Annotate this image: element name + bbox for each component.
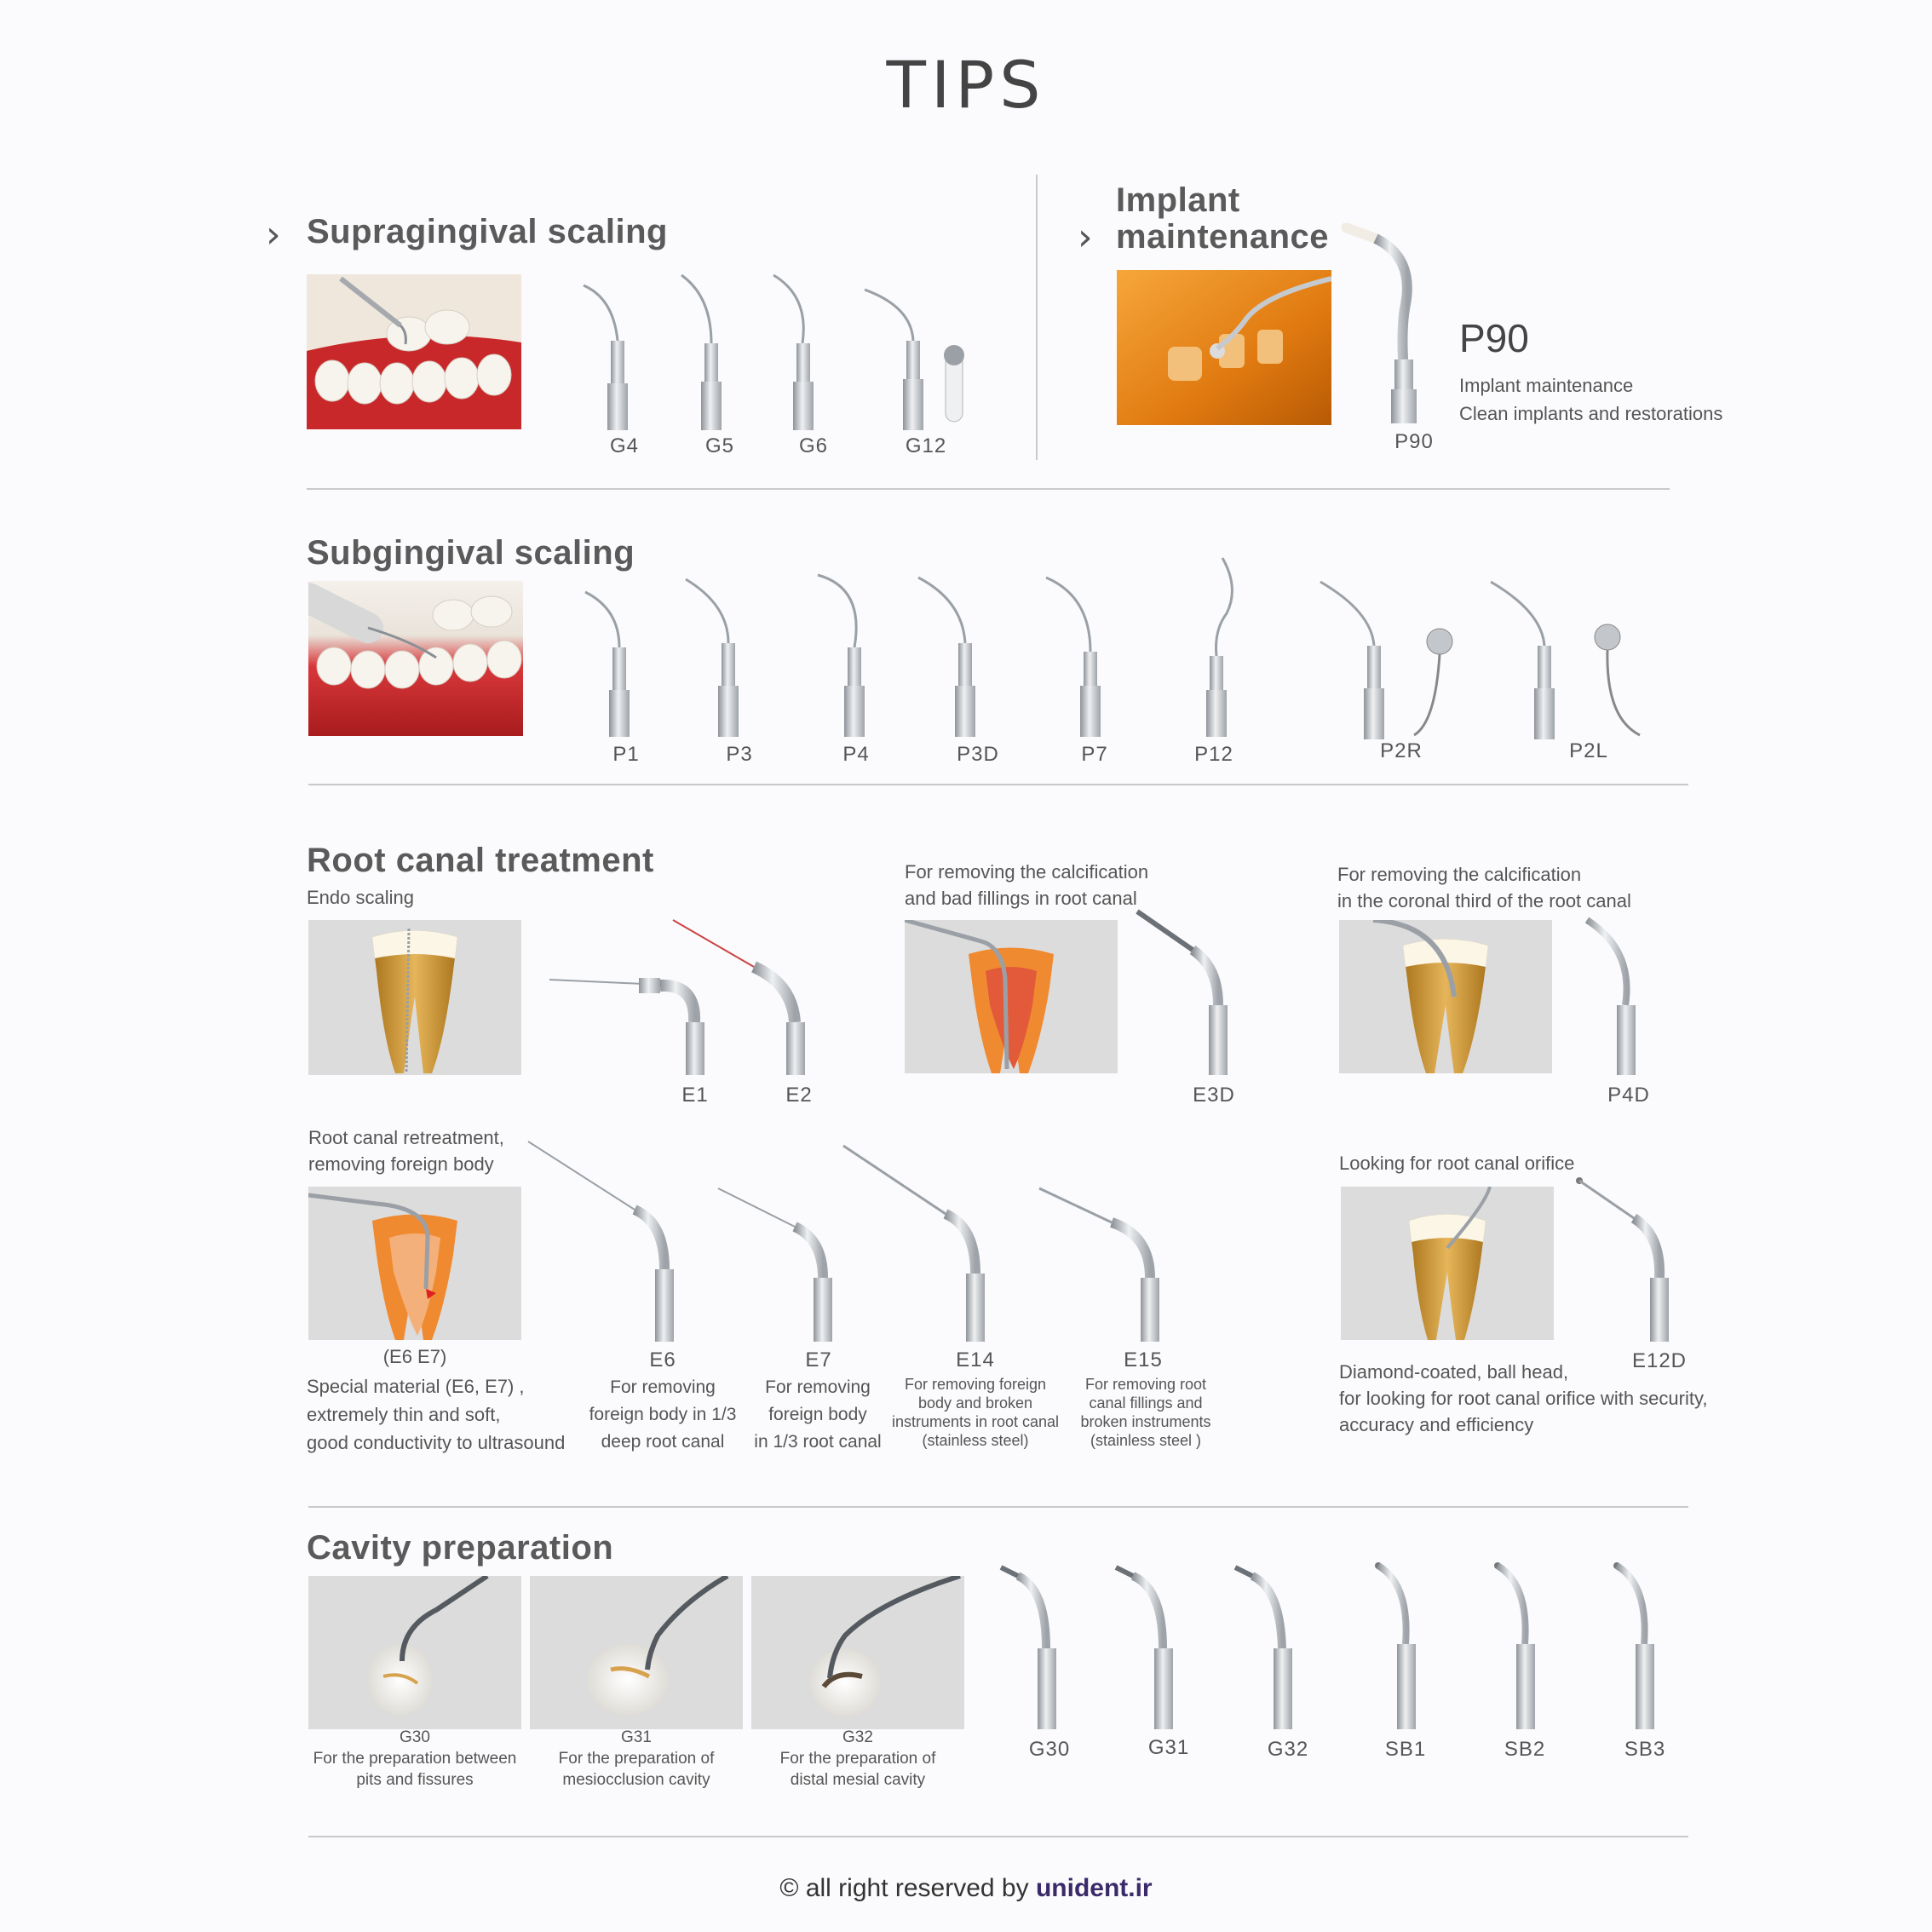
section-divider [1036, 175, 1038, 460]
tip-label-e3d: E3D [1193, 1084, 1235, 1107]
cavity-photo-desc-g31-line2: mesiocclusion cavity [562, 1771, 710, 1789]
tip-image-p4 [814, 571, 873, 737]
implant-heading-line2: maintenance [1116, 218, 1330, 256]
chevron-right-icon: › [1078, 216, 1093, 259]
tip-image-p2r [1316, 578, 1461, 739]
tip-image-p4d [1583, 916, 1651, 1075]
tip-label-e7: E7 [805, 1348, 832, 1371]
implant-desc-line1: Implant maintenance [1459, 375, 1634, 396]
tip-label-g5: G5 [704, 434, 734, 457]
implant-desc-line2: Clean implants and restorations [1459, 403, 1723, 424]
tip-image-p1 [581, 588, 641, 737]
tip-image-g5 [673, 271, 733, 430]
cavity-photo-desc-g31-line1: For the preparation of [558, 1750, 715, 1768]
e15-desc-line1: For removing root [1084, 1376, 1207, 1393]
tip-image-g30 [997, 1563, 1065, 1729]
tip-label-p4d: P4D [1607, 1084, 1650, 1107]
tip-label-sb1: SB1 [1384, 1738, 1427, 1761]
calcification-desc-line1: For removing the calcification [905, 861, 1149, 883]
retreatment-photo [308, 1187, 521, 1340]
cavity-photo-code-g32: G32 [842, 1728, 873, 1746]
e14-desc-line3: instruments in root canal [891, 1413, 1060, 1430]
tip-image-p2l [1486, 578, 1648, 739]
supragingival-heading: Supragingival scaling [307, 213, 668, 250]
section-divider [308, 1836, 1688, 1837]
tip-label-g32: G32 [1267, 1738, 1309, 1761]
e6-desc-line3: deep root canal [601, 1432, 725, 1452]
retreatment-label-line1: Root canal retreatment, [308, 1127, 504, 1148]
cavity-photo-desc-g32-line1: For the preparation of [779, 1750, 936, 1768]
page-title: TIPS [886, 47, 1046, 123]
retreatment-label-line2: removing foreign body [308, 1153, 494, 1175]
tip-image-p12 [1193, 554, 1252, 737]
tip-image-p90 [1342, 223, 1435, 423]
special-material-line2: extremely thin and soft, [307, 1404, 501, 1425]
orifice-desc-line1: Diamond-coated, ball head, [1339, 1361, 1569, 1383]
tip-image-e14 [839, 1141, 988, 1342]
tip-label-e6: E6 [649, 1348, 676, 1371]
tip-label-g4: G4 [609, 434, 639, 457]
orifice-photo [1341, 1187, 1554, 1340]
cavity-photo-desc-g30-line1: For the preparation between [313, 1750, 517, 1768]
tip-image-g12 [860, 285, 971, 430]
tip-label-p2l: P2L [1569, 739, 1608, 762]
cavity-photo-code-g30: G30 [400, 1728, 430, 1746]
footer [0, 1874, 1932, 1903]
implant-photo [1117, 270, 1331, 425]
section-divider [308, 1506, 1688, 1508]
tip-image-g32 [1231, 1563, 1299, 1729]
tip-label-e1: E1 [681, 1084, 709, 1107]
coronal-desc-line2: in the coronal third of the root canal [1337, 890, 1631, 911]
e14-desc-line1: For removing foreign [904, 1376, 1047, 1393]
e15-desc-line3: broken instruments [1080, 1413, 1211, 1430]
tip-label-p7: P7 [1081, 743, 1108, 766]
tip-image-sb2 [1491, 1559, 1559, 1729]
special-material-line1: Special material (E6, E7) , [307, 1376, 525, 1397]
tip-image-p3 [681, 575, 750, 737]
orifice-desc-line2: for looking for root canal orifice with security, [1339, 1388, 1708, 1409]
calcification-desc-line2: and bad fillings in root canal [905, 888, 1137, 909]
orifice-label: Looking for root canal orifice [1339, 1153, 1575, 1174]
tip-image-sb3 [1610, 1559, 1678, 1729]
tip-label-e14: E14 [956, 1348, 995, 1371]
tip-label-sb3: SB3 [1624, 1738, 1666, 1761]
supragingival-photo [307, 274, 521, 429]
special-material-line3: good conductivity to ultrasound [307, 1432, 566, 1453]
subgingival-heading: Subgingival scaling [307, 534, 635, 572]
root-canal-heading: Root canal treatment [307, 842, 654, 879]
section-divider [307, 488, 1670, 490]
cavity-photo-g32 [751, 1576, 964, 1729]
tip-image-e7 [714, 1184, 833, 1342]
coronal-desc-line1: For removing the calcification [1337, 864, 1582, 885]
e6e7-caption: (E6 E7) [382, 1346, 447, 1367]
cavity-photo-desc-g30-line2: pits and fissures [356, 1771, 474, 1789]
chevron-right-icon: › [266, 213, 281, 256]
tip-label-p2r: P2R [1380, 739, 1423, 762]
e14-desc-line4: (stainless steel) [922, 1432, 1029, 1449]
tip-label-sb2: SB2 [1504, 1738, 1546, 1761]
section-divider [308, 784, 1688, 785]
cavity-photo-code-g31: G31 [621, 1728, 652, 1746]
tip-image-g6 [767, 271, 826, 430]
e15-desc-line2: canal fillings and [1089, 1394, 1203, 1412]
tip-image-e12d [1574, 1176, 1676, 1342]
cavity-heading: Cavity preparation [307, 1529, 614, 1567]
tip-label-g6: G6 [798, 434, 828, 457]
calcification-photo [905, 920, 1118, 1073]
subgingival-photo [308, 581, 523, 736]
e6-desc-line2: foreign body in 1/3 [589, 1405, 737, 1424]
cavity-photo-g30 [308, 1576, 521, 1729]
tip-label-g30: G30 [1028, 1738, 1071, 1761]
implant-product-name: P90 [1459, 316, 1529, 360]
tip-label-e2: E2 [785, 1084, 813, 1107]
endo-scaling-label: Endo scaling [307, 887, 414, 908]
tip-image-sb1 [1371, 1559, 1440, 1729]
footer-brand-link[interactable]: unident.ir [1035, 1874, 1153, 1902]
coronal-third-photo [1339, 920, 1552, 1073]
tip-image-e15 [1035, 1184, 1163, 1342]
tip-image-p3d [916, 575, 984, 737]
tip-label-p3d: P3D [957, 743, 999, 766]
tip-image-g31 [1112, 1563, 1180, 1729]
e14-desc-line2: body and broken [917, 1394, 1033, 1412]
e7-desc-line1: For removing [765, 1377, 871, 1397]
tip-image-g4 [579, 281, 639, 430]
tip-image-p7 [1044, 575, 1107, 737]
e7-desc-line3: in 1/3 root canal [754, 1432, 882, 1452]
e7-desc-line2: foreign body [768, 1405, 867, 1424]
tip-label-p4: P4 [842, 743, 870, 766]
tip-label-p1: P1 [612, 743, 640, 766]
tip-label-p12: P12 [1194, 743, 1233, 766]
tip-label-e12d: E12D [1631, 1349, 1688, 1372]
implant-heading-line1: Implant [1116, 181, 1240, 219]
cavity-photo-desc-g32-line2: distal mesial cavity [790, 1771, 926, 1789]
tip-image-e6 [524, 1137, 677, 1342]
tip-image-e3d [1133, 907, 1235, 1075]
tip-label-p90: P90 [1394, 430, 1434, 453]
e6-desc-line1: For removing [610, 1377, 716, 1397]
cavity-photo-g31 [530, 1576, 743, 1729]
endo-scaling-photo [308, 920, 521, 1075]
tip-label-p3: P3 [726, 743, 753, 766]
tip-label-e15: E15 [1124, 1348, 1163, 1371]
tip-label-g31: G31 [1147, 1736, 1190, 1759]
tip-label-g12: G12 [905, 434, 947, 457]
footer-copyright: © all right reserved by [779, 1874, 1036, 1902]
e15-desc-line4: (stainless steel ) [1090, 1432, 1202, 1449]
tip-image-e2 [669, 916, 809, 1075]
orifice-desc-line3: accuracy and efficiency [1339, 1414, 1534, 1435]
